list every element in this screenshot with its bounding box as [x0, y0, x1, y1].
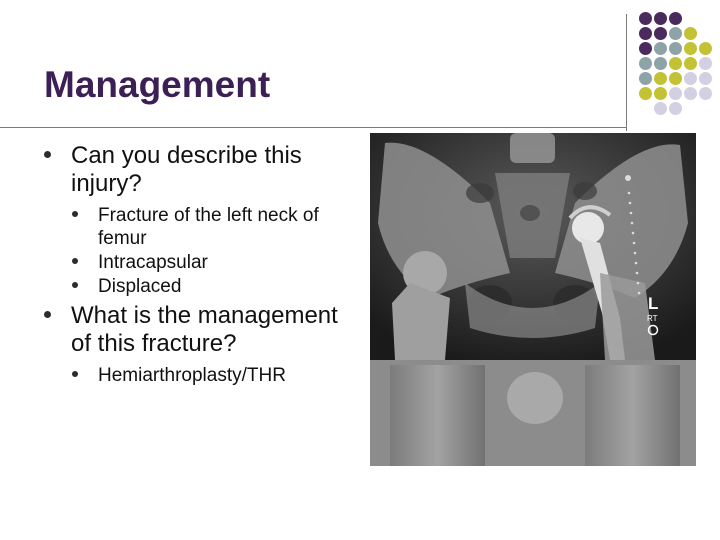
title-underline: [0, 127, 626, 128]
decor-dot: [669, 27, 682, 40]
decor-dot: [639, 12, 652, 25]
decorative-dot-grid: [638, 12, 718, 122]
decor-dot: [654, 12, 667, 25]
bullet-dot-icon: [72, 371, 78, 377]
decor-dot: [684, 27, 697, 40]
bullet-text: Can you describe this injury?: [71, 142, 302, 197]
decor-dot: [699, 87, 712, 100]
decor-dot: [669, 57, 682, 70]
decor-dot: [669, 72, 682, 85]
sub-bullet-list: [72, 204, 344, 298]
decor-dot: [699, 72, 712, 85]
decor-dot: [654, 42, 667, 55]
sub-bullet-text: Displaced: [98, 276, 182, 297]
bullet-item: [44, 142, 344, 198]
decor-dot: [639, 57, 652, 70]
bullet-text: What is the management of this fracture?: [71, 302, 338, 357]
bullet-dot-icon: [44, 311, 51, 318]
side-marker-sub: RT: [647, 314, 658, 323]
decor-dot: [639, 42, 652, 55]
sub-bullet-item: [72, 204, 344, 250]
bullet-item: [44, 302, 344, 358]
decor-dot: [669, 102, 682, 115]
slide-title: Management: [44, 64, 271, 105]
decor-dot: [669, 87, 682, 100]
decor-dot: [654, 87, 667, 100]
prosthesis-head: [572, 212, 604, 244]
decor-dot: [654, 57, 667, 70]
decor-dot: [699, 57, 712, 70]
decor-dot: [654, 27, 667, 40]
xray-svg: [370, 133, 696, 466]
decor-dot: [639, 72, 652, 85]
side-marker: L: [648, 294, 659, 313]
sub-bullet-item: [72, 275, 344, 298]
sub-bullet-list: [72, 364, 344, 387]
decor-dot: [669, 42, 682, 55]
bullet-dot-icon: [72, 211, 78, 217]
decor-dot: [639, 27, 652, 40]
sub-bullet-text: Fracture of the left neck of femur: [98, 205, 319, 249]
decor-dot: [669, 12, 682, 25]
pelvis-xray-image: [370, 133, 696, 466]
decor-dot: [684, 87, 697, 100]
sub-bullet-item: [72, 251, 344, 274]
bullet-dot-icon: [72, 258, 78, 264]
vertical-rule: [626, 14, 627, 131]
decor-dot: [654, 72, 667, 85]
decor-dot: [684, 42, 697, 55]
decor-dot: [684, 57, 697, 70]
sub-bullet-text: Intracapsular: [98, 252, 208, 273]
bullet-dot-icon: [72, 282, 78, 288]
sub-bullet-item: [72, 364, 344, 387]
decor-dot: [639, 87, 652, 100]
decor-dot: [699, 42, 712, 55]
decor-dot: [684, 72, 697, 85]
sub-bullet-text: Hemiarthroplasty/THR: [98, 365, 286, 386]
bullet-list: [44, 142, 344, 391]
decor-dot: [654, 102, 667, 115]
bullet-dot-icon: [44, 151, 51, 158]
